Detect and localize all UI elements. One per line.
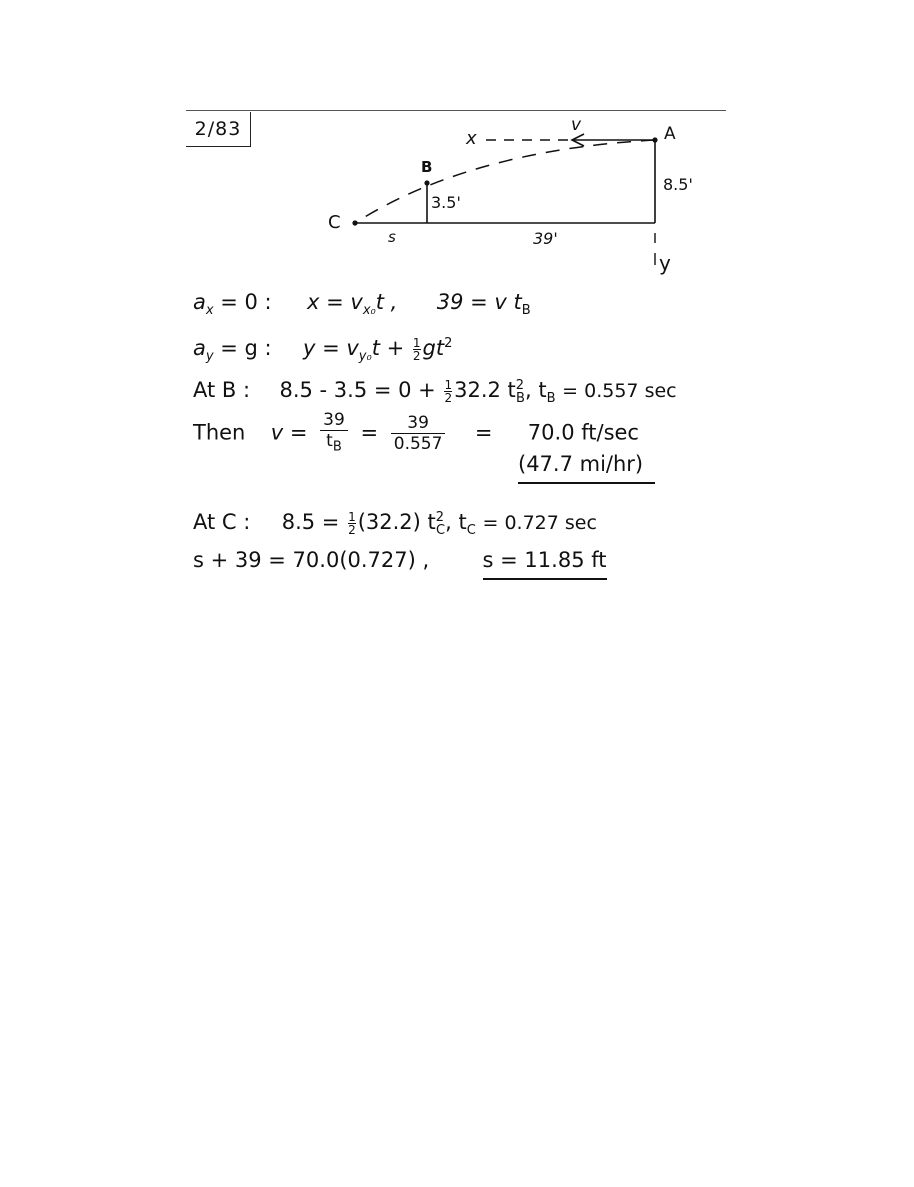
one-half-fraction-b: $\frac{1}{2}$ xyxy=(444,377,453,405)
equals-sign-1: = xyxy=(360,420,379,445)
ay-rest: = g : xyxy=(213,336,272,360)
one-half-fraction: $\frac{1}{2}$ xyxy=(412,335,421,363)
equation-line-6 xyxy=(193,546,607,574)
trajectory-path xyxy=(355,140,655,223)
at-c-result-value: = 0.727 sec xyxy=(482,512,597,534)
at-c-label: At C : xyxy=(193,510,251,534)
at-b-lhs: 8.5 - 3.5 = 0 + xyxy=(279,378,436,402)
equation-line-3 xyxy=(193,372,677,413)
at-b-mid: 32.2 t xyxy=(454,378,516,402)
at-b-mid-subscript: B xyxy=(516,391,525,407)
equation-line-5 xyxy=(193,504,597,545)
at-b-result: , t xyxy=(524,378,547,402)
ay-symbol: a xyxy=(193,336,206,360)
range-relation-subscript: B xyxy=(521,303,531,319)
y-equation-rest: t + xyxy=(371,336,405,360)
range-relation: 39 = v t xyxy=(436,290,522,314)
x-equation-rest: t , xyxy=(375,290,398,314)
velocity-answer-mph-line xyxy=(518,450,655,478)
at-c-result: , t xyxy=(445,510,467,534)
range-equation: s + 39 = 70.0(0.727) , xyxy=(193,548,430,572)
velocity-answer: 70.0 ft/sec xyxy=(527,420,639,445)
point-a-dot xyxy=(652,137,657,142)
range-answer: s = 11.85 ft xyxy=(483,548,607,580)
y-equation: y = v xyxy=(302,336,359,360)
label-point-c: C xyxy=(328,212,341,233)
x-equation: x = v xyxy=(307,290,363,314)
ay-subscript: y xyxy=(205,349,214,365)
label-x-axis: x xyxy=(466,128,477,149)
at-c-mid-subscript: C xyxy=(436,523,446,539)
one-half-fraction-c: $\frac{1}{2}$ xyxy=(348,509,356,537)
then-label: Then xyxy=(193,420,246,445)
label-distance-39: 39' xyxy=(533,229,558,248)
label-point-b: B xyxy=(421,158,433,176)
equation-line-1 xyxy=(193,288,531,325)
at-c-lhs: 8.5 = xyxy=(281,510,340,534)
label-height-b: 3.5' xyxy=(431,193,461,212)
equals-sign-2: = xyxy=(474,420,493,445)
velocity-symbol: v = xyxy=(270,420,308,445)
label-velocity: v xyxy=(571,115,582,135)
fraction-39-over-0557: $\frac{39}{0.557}$ xyxy=(391,413,446,454)
ax-subscript: x xyxy=(205,303,214,319)
at-b-label: At B : xyxy=(193,378,251,402)
at-b-result-value: = 0.557 sec xyxy=(562,380,677,402)
label-height-a: 8.5' xyxy=(663,175,693,194)
at-c-result-subscript: C xyxy=(466,523,476,539)
at-c-mid-exponent: 2 xyxy=(435,510,445,525)
label-y-axis: y xyxy=(659,251,671,275)
point-c-dot xyxy=(352,220,357,225)
problem-number: 2/83 xyxy=(186,112,251,147)
ax-symbol: a xyxy=(193,290,206,314)
label-point-a: A xyxy=(664,124,676,144)
trajectory-diagram xyxy=(0,0,914,300)
point-b-dot xyxy=(424,180,429,185)
fraction-39-over-tb: $\frac{39}{t_B}$ xyxy=(320,410,348,457)
y-equation-tail: gt xyxy=(422,336,445,360)
at-c-mid: (32.2) t xyxy=(357,510,436,534)
x-equation-subscript: x₀ xyxy=(362,303,376,319)
label-distance-s: s xyxy=(388,228,396,246)
equation-line-2 xyxy=(193,330,452,371)
y-equation-subscript: y₀ xyxy=(358,349,372,365)
y-equation-exponent: 2 xyxy=(444,336,453,351)
at-b-mid-exponent: 2 xyxy=(515,378,525,393)
ax-rest: = 0 : xyxy=(213,290,272,314)
velocity-answer-mph: (47.7 mi/hr) xyxy=(518,452,655,484)
at-b-result-subscript: B xyxy=(546,391,556,407)
